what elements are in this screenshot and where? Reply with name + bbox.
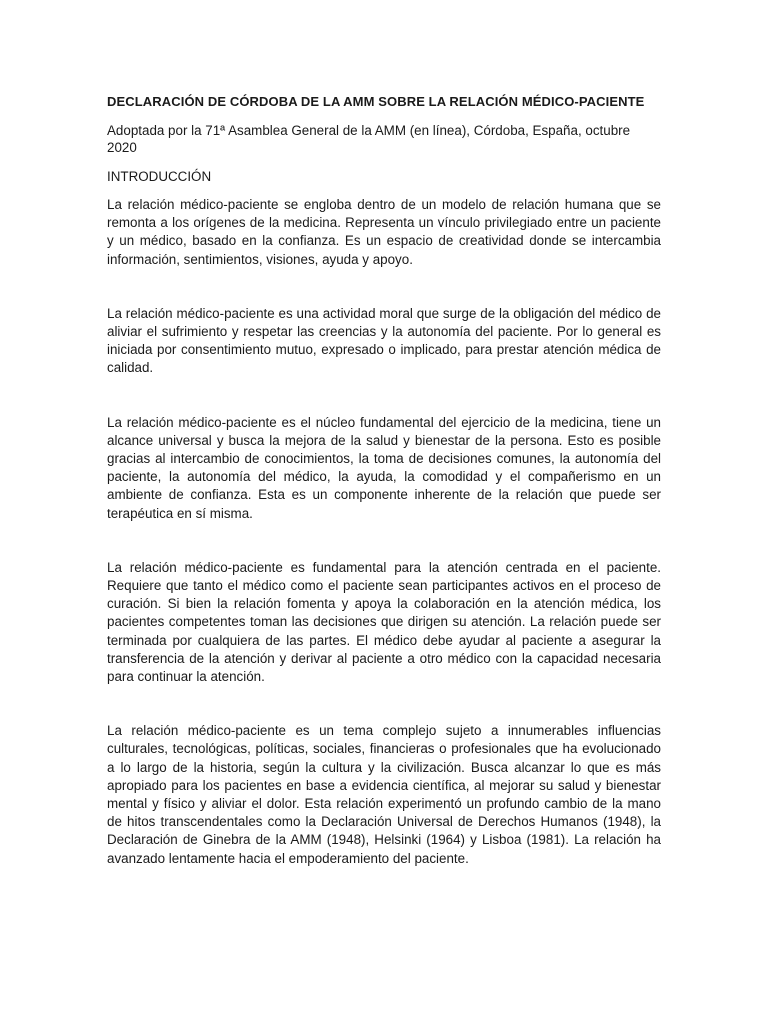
paragraph-spacer	[107, 378, 661, 414]
paragraph-spacer	[107, 523, 661, 559]
document-page	[107, 93, 661, 868]
paragraph-1: La relación médico-paciente se engloba dentro de un modelo de relación humana que se remonta a los orígenes de la medicina. Representa un vínculo privilegiado entre un paciente y un médico, basado en la confianza. Es un espacio de creatividad donde se intercambia información, sentimientos, visiones, ayuda y apoyo.	[107, 197, 661, 267]
section-heading-introduction: INTRODUCCIÓN	[107, 168, 212, 184]
paragraph-spacer	[107, 269, 661, 305]
document-title: DECLARACIÓN DE CÓRDOBA DE LA AMM SOBRE LA RELACIÓN MÉDICO-PACIENTE	[107, 94, 645, 109]
paragraph-5: La relación médico-paciente es un tema complejo sujeto a innumerables influencias culturales, tecnológicas, políticas, sociales, financieras o profesionales que ha evolucionado a lo largo de la historia, según la cultura y la civilización. Busca alcanzar lo que es más apropiado para los pacientes en base a evidencia científica, al mejorar su salud y bienestar mental y físico y aliviar el dolor. Esta relación experimentó un profundo cambio de la mano de hitos transcendentales como la Declaración Universal de Derechos Humanos (1948), la Declaración de Ginebra de la AMM (1948), Helsinki (1964) y Lisboa (1981). La relación ha avanzado lentamente hacia el empoderamiento del paciente.	[107, 723, 661, 866]
paragraph-3: La relación médico-paciente es el núcleo fundamental del ejercicio de la medicina, tiene un alcance universal y busca la mejora de la salud y bienestar de la persona. Esto es posible gracias al intercambio de conocimientos, la toma de decisiones comunes, la autonomía del paciente, la autonomía del médico, la ayuda, la comodidad y el compañerismo en un ambiente de confianza. Esta es un componente inherente de la relación que puede ser terapéutica en sí misma.	[107, 414, 661, 521]
paragraph-4: La relación médico-paciente es fundamental para la atención centrada en el paciente. Requiere que tanto el médico como el paciente sean participantes activos en el proceso de curación. Si bien la relación fomenta y apoya la colaboración en la atención médica, los pacientes competentes toman las decisiones que dirigen su atención. La relación puede ser terminada por cualquiera de las partes. El médico debe ayudar al paciente a asegurar la transferencia de la atención y derivar al paciente a otro médico con la capacidad necesaria para continuar la atención.	[107, 559, 661, 685]
paragraph-spacer	[107, 686, 661, 722]
adoption-note: Adoptada por la 71ª Asamblea General de la AMM (en línea), Córdoba, España, octubre 2020	[107, 122, 631, 155]
paragraph-2: La relación médico-paciente es una actividad moral que surge de la obligación del médico de aliviar el sufrimiento y respetar las creencias y la autonomía del paciente. Por lo general es iniciada por consentimiento mutuo, expresado o implicado, para prestar atención médica de calidad.	[107, 305, 661, 376]
